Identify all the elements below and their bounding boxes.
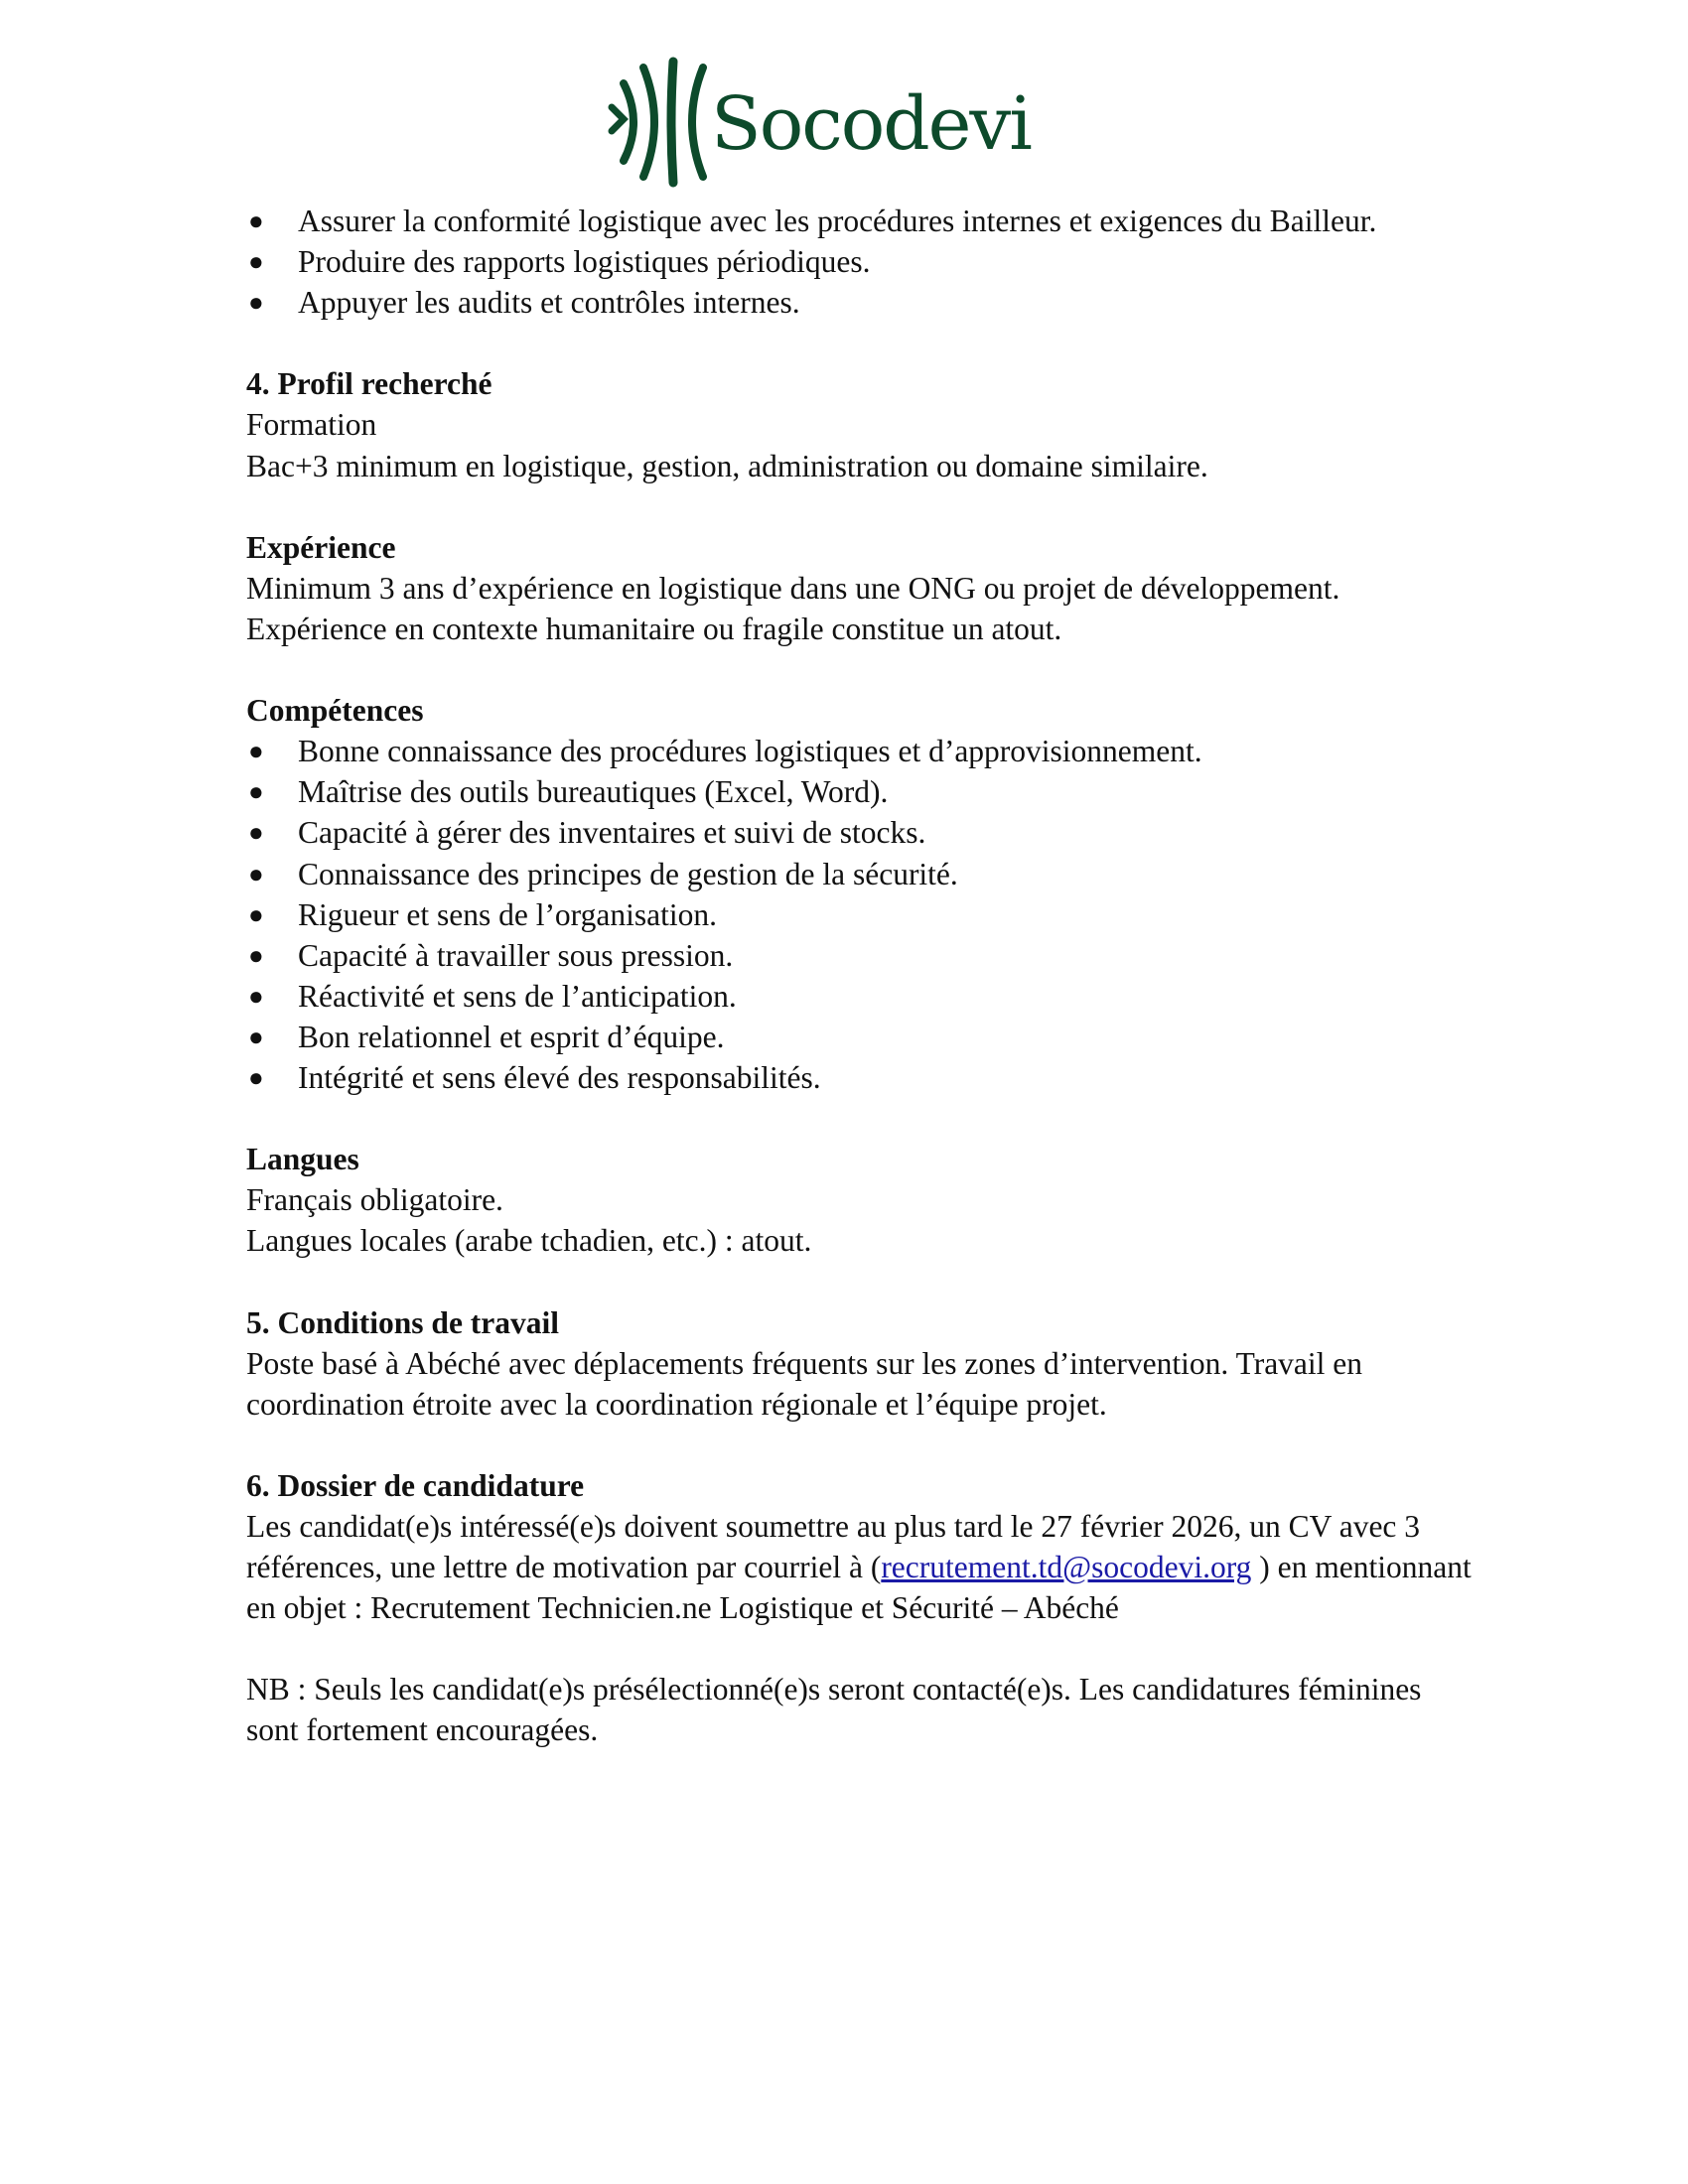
bullet-icon: ● — [248, 818, 264, 848]
bullet-icon: ● — [248, 899, 264, 929]
note-text: sont fortement encouragées. — [246, 1712, 599, 1748]
list-item: ● Maîtrise des outils bureautiques (Excel, Word). — [246, 771, 1448, 812]
document-page — [246, 201, 1472, 1751]
langues-text: Langues locales (arabe tchadien, etc.) : atout. — [246, 1223, 812, 1259]
formation-text: Bac+3 minimum en logistique, gestion, administration ou domaine similaire. — [246, 448, 1208, 483]
list-item: ● Capacité à travailler sous pression. — [246, 935, 1448, 976]
list-item: ● Appuyer les audits et contrôles internes. — [246, 282, 1448, 323]
bullet-icon: ● — [248, 247, 264, 277]
list-item: ● Assurer la conformité logistique avec les procédures internes et exigences du Bailleur. — [246, 201, 1448, 241]
section-heading-dossier: 6. Dossier de candidature — [246, 1467, 585, 1503]
list-item: ● Réactivité et sens de l’anticipation. — [246, 976, 1448, 1017]
conditions-text: coordination étroite avec la coordination régionale et l’équipe projet. — [246, 1386, 1107, 1422]
list-item: ● Intégrité et sens élevé des responsabilités. — [246, 1057, 1448, 1098]
brand-name: Socodevi — [711, 81, 1031, 167]
formation-label: Formation — [246, 407, 377, 443]
bullet-icon: ● — [248, 288, 264, 318]
experience-text: Minimum 3 ans d’expérience en logistique dans une ONG ou projet de développement. — [246, 570, 1340, 606]
bullet-icon: ● — [248, 1022, 264, 1051]
bullet-icon: ● — [248, 940, 264, 970]
bullet-icon: ● — [248, 206, 264, 235]
bullet-icon: ● — [248, 981, 264, 1011]
note-text: NB : Seuls les candidat(e)s présélectionné(e)s seront contacté(e)s. Les candidatures féminines — [246, 1672, 1422, 1707]
competences-list — [246, 731, 1448, 1098]
bullet-icon: ● — [248, 859, 264, 888]
bullet-icon: ● — [248, 1062, 264, 1092]
langues-text: Français obligatoire. — [246, 1182, 503, 1218]
dossier-text: références, une lettre de motivation par courriel à (recrutement.td@socodevi.org ) en mentionnant — [246, 1550, 1472, 1585]
list-item: ● Bonne connaissance des procédures logistiques et d’approvisionnement. — [246, 731, 1448, 771]
experience-text: Expérience en contexte humanitaire ou fragile constitue un atout. — [246, 611, 1062, 646]
list-item: ● Produire des rapports logistiques périodiques. — [246, 241, 1448, 282]
list-item: ● Bon relationnel et esprit d’équipe. — [246, 1017, 1448, 1057]
experience-heading: Expérience — [246, 529, 396, 565]
bullet-icon: ● — [248, 737, 264, 766]
dossier-text: Les candidat(e)s intéressé(e)s doivent soumettre au plus tard le 27 février 2026, un CV avec 3 — [246, 1509, 1421, 1544]
list-item: ● Capacité à gérer des inventaires et suivi de stocks. — [246, 812, 1448, 853]
langues-heading: Langues — [246, 1142, 359, 1177]
conditions-text: Poste basé à Abéché avec déplacements fréquents sur les zones d’intervention. Travail en — [246, 1345, 1363, 1381]
bullet-icon: ● — [248, 777, 264, 807]
section-heading-conditions: 5. Conditions de travail — [246, 1304, 560, 1340]
section-heading-profil: 4. Profil recherché — [246, 366, 492, 402]
dossier-text: en objet : Recrutement Technicien.ne Logistique et Sécurité – Abéché — [246, 1590, 1119, 1626]
list-item: ● Connaissance des principes de gestion de la sécurité. — [246, 854, 1448, 894]
competences-heading: Compétences — [246, 693, 424, 729]
responsibilities-list — [246, 201, 1448, 323]
socodevi-arcs-logo-icon — [604, 56, 711, 189]
email-link[interactable]: recrutement.td@socodevi.org — [881, 1550, 1252, 1585]
list-item: ● Rigueur et sens de l’organisation. — [246, 894, 1448, 935]
socodevi-logo — [604, 56, 1031, 189]
